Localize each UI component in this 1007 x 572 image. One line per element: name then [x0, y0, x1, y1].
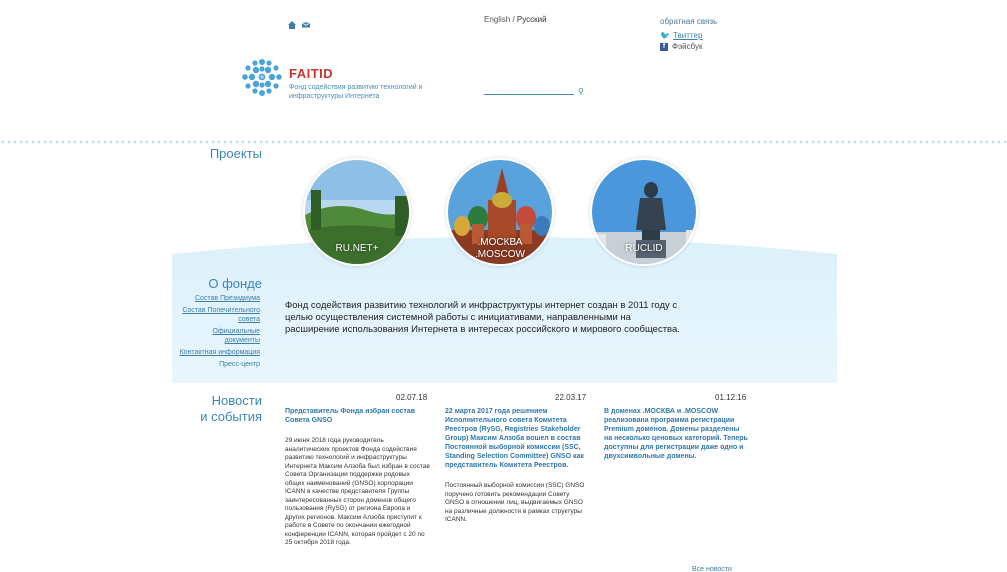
facebook-link[interactable]: Фэйсбук [672, 42, 703, 51]
project-label-moscow-1: .МОСКВА [477, 237, 523, 248]
social-facebook[interactable] [660, 41, 703, 52]
dotted-divider [0, 140, 1007, 144]
lang-separator: / [510, 15, 517, 24]
news-body: 29 июня 2018 года руководитель аналитических проектов Фонда содействия развитию технологий и инфраструктуры Интернета Максим Алзоба был избран в состав Совета Организации поддержки родовых общих наименований (GNSO) корпорации ICANN в качестве представителя Группы заинтересованных сторон доменов общего пользования (RySG) от региона Европа и других регионов. Максим Алзоба приступит к работе в Совете по окончании ежегодной конференции ICANN, которая пройдет с 20 по 25 октября 2018 года. [285, 437, 430, 546]
projects-title: Проекты [209, 146, 262, 161]
news-item [445, 407, 585, 525]
lang-english-link[interactable]: English [484, 15, 511, 24]
faitid-logo-icon[interactable] [240, 57, 284, 97]
social-links [660, 30, 703, 52]
news-date: 02.07.18 [396, 393, 428, 402]
about-links [176, 294, 260, 372]
project-ruclid[interactable] [590, 158, 698, 266]
news-headline-link[interactable]: В доменах .МОСКВА и .MOSCOW реализована программа регистрации Premium доменов. Домены разделены на несколько ценовых категорий. Теперь доступны для регистрации даже одно и двухсимвольные домены. [604, 408, 748, 460]
project-label-moscow-2: .MOSCOW [475, 249, 525, 260]
about-link-contacts[interactable]: Контактная информация [179, 349, 260, 356]
news-item [285, 407, 430, 548]
search-input[interactable] [484, 87, 574, 95]
about-title: О фонде [208, 276, 262, 291]
project-label-ruclid: RUCLID [625, 243, 663, 254]
home-icon[interactable] [288, 21, 296, 29]
social-twitter[interactable] [660, 30, 703, 41]
project-label-runet: RU.NET+ [335, 243, 379, 254]
news-title-line2: и события [200, 409, 262, 424]
about-link-documents[interactable]: Официальные документы [212, 328, 260, 344]
language-switcher [484, 15, 547, 24]
lang-russian-link[interactable]: Русский [516, 15, 547, 24]
news-title [190, 393, 262, 425]
twitter-link[interactable]: Твиттер [673, 31, 703, 40]
project-moscow[interactable] [446, 158, 554, 266]
news-title-line1: Новости [211, 393, 262, 408]
all-news-link[interactable]: Все новости [692, 566, 732, 572]
about-link-press[interactable]: Пресс-центр [219, 361, 260, 368]
brand-tagline: Фонд содействия развитию технологий и инфраструктуры Интернета [289, 84, 423, 100]
about-text: Фонд содействия развитию технологий и инфраструктуры интернет создан в 2011 году с целью осуществления системной работы с инициативами, направленными на расширение использования Интернета в интересах российского и мирового сообщества. [285, 300, 680, 335]
news-date: 01.12.16 [715, 393, 747, 402]
news-date: 22.03.17 [555, 393, 587, 402]
feedback-link[interactable]: обратная связь [660, 17, 718, 26]
about-link-presidium[interactable]: Состав Президиума [194, 295, 260, 302]
search-box [484, 86, 588, 96]
mail-icon[interactable] [302, 21, 310, 29]
twitter-icon: 🐦 [660, 31, 670, 40]
search-icon[interactable]: ⚲ [578, 86, 584, 96]
news-body: Постоянный выборной комиссии (SSC) GNSO поручено готовить рекомендации Совету GNSO в отношении лиц, выдвигаемых GNSO на различные должности в рамках структуры ICANN. [445, 482, 585, 523]
facebook-icon: f [660, 43, 668, 51]
news-headline-link[interactable]: 22 марта 2017 года решением Исполнительного совета Комитета Реестров (RySG, Registries Stakeholder Group) Максим Алзоба вошел в состав Постоянной выборной комиссии (SSC, Standing Selection Committee) GNSO как представитель Комитета Реестров. [445, 408, 584, 469]
project-runet[interactable] [303, 158, 411, 266]
brand-name[interactable]: FAITID [289, 66, 334, 81]
about-link-board[interactable]: Состав Попечительного совета [182, 307, 260, 323]
top-icons [288, 21, 310, 29]
news-headline-link[interactable]: Представитель Фонда избран состав Совета GNSO [285, 408, 416, 424]
news-item [604, 407, 749, 473]
